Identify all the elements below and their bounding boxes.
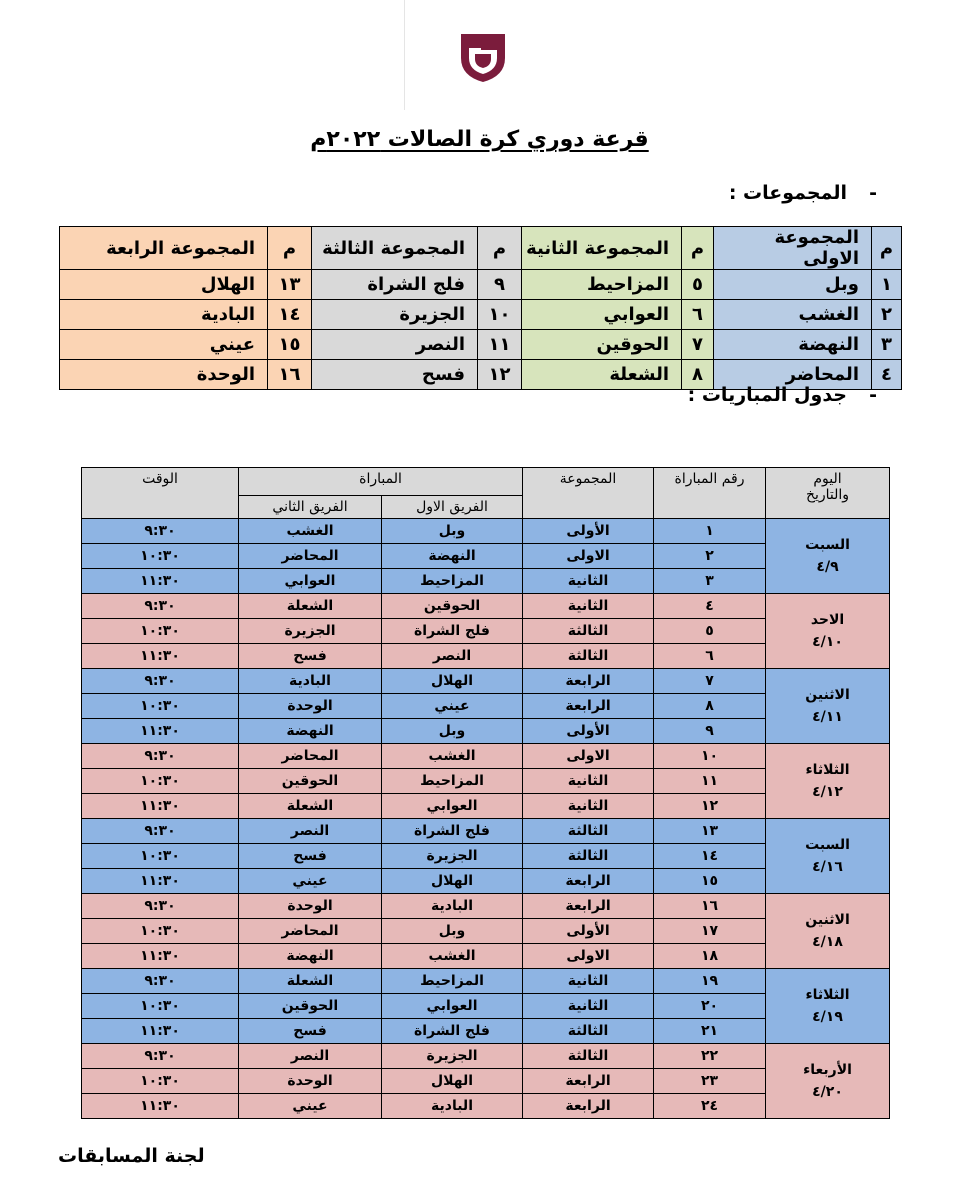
match-date: ٤/١٦ [812,859,843,875]
team2-name: المحاضر [239,544,382,569]
match-group: الرابعة [523,1094,654,1119]
team2-name: الشعلة [239,594,382,619]
team2-name: فسح [239,1019,382,1044]
match-time: ١١:٣٠ [82,644,239,669]
time-header: الوقت [82,468,239,519]
match-date: ٤/١١ [812,709,843,725]
club-logo-icon [455,28,511,84]
team-name: الحوقين [522,330,682,360]
day-date-cell [766,519,890,594]
team-number: ١٢ [478,360,522,390]
match-group: الأولى [523,919,654,944]
day-date-cell [766,1044,890,1119]
group-num-header: م [872,227,902,270]
day-date-cell [766,894,890,969]
match-group: الثالثة [523,1044,654,1069]
team-number: ١٣ [268,270,312,300]
team2-header: الفريق الثاني [239,496,382,519]
team2-name: فسح [239,844,382,869]
groups-heading: -المجموعات : [728,182,877,204]
match-number: ١٦ [654,894,766,919]
group-header: المجموعة الرابعة [60,227,268,270]
team1-header: الفريق الاول [382,496,523,519]
match-number: ٩ [654,719,766,744]
match-row [82,519,890,544]
match-date: ٤/٩ [816,559,839,575]
team1-name: الجزيرة [382,844,523,869]
match-row [82,744,890,769]
match-date: ٤/١٩ [812,1009,843,1025]
match-time: ٩:٣٠ [82,594,239,619]
team-name: الوحدة [60,360,268,390]
match-time: ٩:٣٠ [82,894,239,919]
team2-name: العوابي [239,569,382,594]
day-name: السبت [805,537,850,553]
team-name: العوابي [522,300,682,330]
match-number: ١٥ [654,869,766,894]
match-number: ٢٠ [654,994,766,1019]
team1-name: الهلال [382,869,523,894]
match-time: ١٠:٣٠ [82,919,239,944]
match-number: ٢٢ [654,1044,766,1069]
team1-name: عيني [382,694,523,719]
groups-row [60,300,902,330]
team2-name: الشعلة [239,794,382,819]
match-number: ٨ [654,694,766,719]
team-name: النهضة [714,330,872,360]
team-name: الجزيرة [312,300,478,330]
day-name: الاثنين [805,912,850,928]
match-time: ٩:٣٠ [82,819,239,844]
match-group: الرابعة [523,669,654,694]
team1-name: البادية [382,894,523,919]
team1-name: المزاحيط [382,569,523,594]
match-time: ٩:٣٠ [82,1044,239,1069]
match-date: ٤/١٨ [812,934,843,950]
day-name: الثلاثاء [805,987,850,1003]
team2-name: النصر [239,1044,382,1069]
team1-name: الغشب [382,744,523,769]
team1-name: الجزيرة [382,1044,523,1069]
day-name: الأربعاء [803,1062,852,1078]
match-group: الثانية [523,769,654,794]
team2-name: الحوقين [239,994,382,1019]
match-row [82,1044,890,1069]
team1-name: وبل [382,919,523,944]
team-number: ٤ [872,360,902,390]
team-number: ٨ [682,360,714,390]
team2-name: الوحدة [239,694,382,719]
match-group: الرابعة [523,894,654,919]
match-group: الثالثة [523,619,654,644]
match-time: ٩:٣٠ [82,969,239,994]
groups-row [60,270,902,300]
groups-row [60,330,902,360]
bullet: - [869,182,877,204]
match-group: الثانية [523,994,654,1019]
day-date-cell [766,669,890,744]
team1-name: البادية [382,1094,523,1119]
team1-name: النصر [382,644,523,669]
team-number: ١٥ [268,330,312,360]
match-number: ١٧ [654,919,766,944]
team2-name: المحاضر [239,919,382,944]
day-name: السبت [805,837,850,853]
team1-name: المزاحيط [382,969,523,994]
team1-name: المزاحيط [382,769,523,794]
match-time: ١١:٣٠ [82,569,239,594]
match-number: ٣ [654,569,766,594]
match-group: الثالثة [523,1019,654,1044]
schedule-body [82,519,890,1119]
match-group: الثالثة [523,844,654,869]
team2-name: عيني [239,1094,382,1119]
team1-name: الهلال [382,669,523,694]
page-title: قرعة دوري كرة الصالات ٢٠٢٢م [310,127,649,152]
groups-header-row [60,227,902,270]
match-group: الثانية [523,794,654,819]
team2-name: عيني [239,869,382,894]
group-num-header: م [478,227,522,270]
group-header: المجموعة الاولى [714,227,872,270]
match-group: الثالثة [523,644,654,669]
match-group: الثالثة [523,819,654,844]
team-number: ٢ [872,300,902,330]
team1-name: العوابي [382,794,523,819]
team-number: ٧ [682,330,714,360]
match-number: ٦ [654,644,766,669]
match-group: الأولى [523,719,654,744]
day-date-cell [766,969,890,1044]
match-group: الثانية [523,594,654,619]
match-time: ١٠:٣٠ [82,769,239,794]
team-number: ٥ [682,270,714,300]
match-number: ٢٣ [654,1069,766,1094]
match-time: ١٠:٣٠ [82,694,239,719]
match-number: ٢٤ [654,1094,766,1119]
team-name: المزاحيط [522,270,682,300]
match-number: ٤ [654,594,766,619]
match-time: ٩:٣٠ [82,519,239,544]
group-num-header: م [682,227,714,270]
match-time: ١٠:٣٠ [82,544,239,569]
bullet: - [869,384,877,406]
group-header: المجموعة [523,468,654,519]
match-group: الرابعة [523,1069,654,1094]
match-number: ١ [654,519,766,544]
team2-name: البادية [239,669,382,694]
match-number: ١١ [654,769,766,794]
team2-name: الحوقين [239,769,382,794]
committee-signature: لجنة المسابقات [58,1145,205,1167]
match-number: ١٤ [654,844,766,869]
team-number: ١١ [478,330,522,360]
match-number: ١٩ [654,969,766,994]
match-number: ١٠ [654,744,766,769]
match-group: الرابعة [523,694,654,719]
match-number: ٢١ [654,1019,766,1044]
team1-name: فلج الشراة [382,619,523,644]
team-name: البادية [60,300,268,330]
team1-name: فلج الشراة [382,1019,523,1044]
match-number: ١٣ [654,819,766,844]
team-name: وبل [714,270,872,300]
team-name: فلج الشراة [312,270,478,300]
match-time: ١٠:٣٠ [82,994,239,1019]
team1-name: الهلال [382,1069,523,1094]
team2-name: النصر [239,819,382,844]
match-number-header: رقم المباراة [654,468,766,519]
match-number: ٥ [654,619,766,644]
day-name: الاحد [810,612,845,628]
match-date: ٤/٢٠ [812,1084,843,1100]
match-row [82,594,890,619]
match-time: ٩:٣٠ [82,669,239,694]
match-time: ١١:٣٠ [82,944,239,969]
match-time: ١١:٣٠ [82,794,239,819]
team1-name: الحوقين [382,594,523,619]
match-row [82,669,890,694]
team-number: ١٠ [478,300,522,330]
groups-table [59,226,902,390]
team-name: النصر [312,330,478,360]
match-time: ١٠:٣٠ [82,1069,239,1094]
team1-name: العوابي [382,994,523,1019]
day-name: الاثنين [805,687,850,703]
match-number: ٧ [654,669,766,694]
team1-name: النهضة [382,544,523,569]
group-num-header: م [268,227,312,270]
team-number: ١٤ [268,300,312,330]
match-header: المباراة [239,468,523,496]
match-row [82,969,890,994]
match-time: ١٠:٣٠ [82,619,239,644]
team2-name: الشعلة [239,969,382,994]
match-date: ٤/١٠ [812,634,843,650]
team2-name: الوحدة [239,1069,382,1094]
match-date: ٤/١٢ [812,784,843,800]
team-number: ٦ [682,300,714,330]
match-number: ١٢ [654,794,766,819]
day-date-cell [766,594,890,669]
match-time: ١١:٣٠ [82,719,239,744]
match-time: ١١:٣٠ [82,1019,239,1044]
match-number: ٢ [654,544,766,569]
match-number: ١٨ [654,944,766,969]
team1-name: وبل [382,519,523,544]
day-date-header: اليوم والتاريخ [766,468,890,519]
team2-name: المحاضر [239,744,382,769]
team-name: المحاضر [714,360,872,390]
team2-name: النهضة [239,944,382,969]
group-header: المجموعة الثانية [522,227,682,270]
matches-heading: -جدول المباريات : [687,384,877,406]
match-time: ٩:٣٠ [82,744,239,769]
team2-name: فسح [239,644,382,669]
match-row [82,819,890,844]
team-name: الهلال [60,270,268,300]
team1-name: فلج الشراة [382,819,523,844]
match-group: الثانية [523,569,654,594]
match-time: ١١:٣٠ [82,869,239,894]
team-name: فسح [312,360,478,390]
team2-name: النهضة [239,719,382,744]
team1-name: وبل [382,719,523,744]
team-name: الشعلة [522,360,682,390]
day-name: الثلاثاء [805,762,850,778]
day-date-cell [766,819,890,894]
team2-name: الجزيرة [239,619,382,644]
team-number: ١ [872,270,902,300]
team-name: الغشب [714,300,872,330]
team2-name: الغشب [239,519,382,544]
schedule-table [81,467,890,1119]
match-group: الاولى [523,744,654,769]
match-time: ١١:٣٠ [82,1094,239,1119]
team-name: عيني [60,330,268,360]
group-header: المجموعة الثالثة [312,227,478,270]
match-time: ١٠:٣٠ [82,844,239,869]
schedule-header-row [82,468,890,496]
match-group: الرابعة [523,869,654,894]
team-number: ٣ [872,330,902,360]
team-number: ١٦ [268,360,312,390]
day-date-cell [766,744,890,819]
match-group: الاولى [523,944,654,969]
match-group: الاولى [523,544,654,569]
team2-name: الوحدة [239,894,382,919]
match-group: الأولى [523,519,654,544]
team1-name: الغشب [382,944,523,969]
match-row [82,894,890,919]
logo-area [404,0,560,110]
team-number: ٩ [478,270,522,300]
match-group: الثانية [523,969,654,994]
